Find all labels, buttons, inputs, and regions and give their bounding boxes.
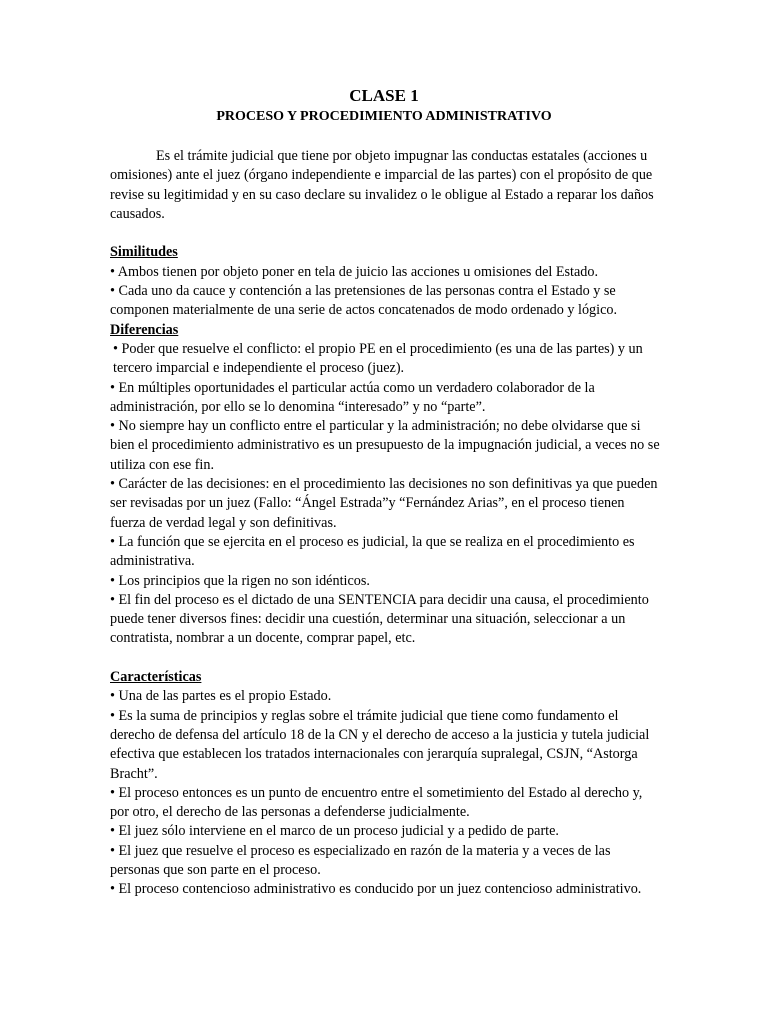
list-item: • Es la suma de principios y reglas sobre el trámite judicial que tiene como fundamento el derecho de defensa del artículo 18 de la CN y el derecho de acceso a la justicia y tutela judicial efectiva que establecen los tratados internacionales con jerarquía supralegal, CSJN, “Astorga Bracht”. <box>110 707 650 782</box>
list-item: • Una de las partes es el propio Estado. <box>110 688 332 705</box>
section-heading-diferencias: Diferencias <box>110 321 179 338</box>
section-heading-similitudes: Similitudes <box>110 244 178 261</box>
spacer <box>110 649 662 668</box>
list-item: • El proceso entonces es un punto de encuentro entre el sometimiento del Estado al derecho y, por otro, el derecho de las personas a defenderse judicialmente. <box>110 784 643 821</box>
list-item: • El fin del proceso es el dictado de una SENTENCIA para decidir una causa, el procedimiento puede tener diversos fines: decidir una cuestión, determinar una situación, seleccionar a un contratista, nombrar a un docente, comprar papel, etc. <box>110 591 649 647</box>
list-item: • El proceso contencioso administrativo es conducido por un juez contencioso administrativo. <box>110 881 642 898</box>
list-item: • Los principios que la rigen no son idénticos. <box>110 572 370 589</box>
document-body <box>110 147 662 900</box>
list-item: • Ambos tienen por objeto poner en tela de juicio las acciones u omisiones del Estado. <box>110 263 599 280</box>
list-item: • Cada uno da cauce y contención a las pretensiones de las personas contra el Estado y se componen materialmente de una serie de actos concatenados de modo ordenado y lógico. <box>110 283 618 319</box>
list-item: • Poder que resuelve el conflicto: el propio PE en el procedimiento (es una de las partes) y un tercero imparcial e independiente el proceso (juez). <box>113 340 643 377</box>
list-item: • El juez que resuelve el proceso es especializado en razón de la materia y a veces de las personas que son parte en el proceso. <box>110 842 611 878</box>
list-item: • No siempre hay un conflicto entre el particular y la administración; no debe olvidarse que si bien el procedimiento administrativo es un presupuesto de la impugnación judicial, a veces no se utiliza con ese fin. <box>110 418 660 473</box>
list-item: • La función que se ejercita en el proceso es judicial, la que se realiza en el procedimiento es administrativa. <box>110 533 635 570</box>
list-item: • Carácter de las decisiones: en el procedimiento las decisiones no son definitivas ya que pueden ser revisadas por un juez (Fallo: “Ángel Estrada”y “Fernández Arias”, en el proceso tienen fuerza de verdad legal y son definitivas. <box>110 476 658 531</box>
spacer <box>110 224 662 243</box>
intro-paragraph: Es el trámite judicial que tiene por objeto impugnar las conductas estatales (acciones u omisiones) ante el juez (órgano independiente e imparcial de las partes) con el propósito de que revise su legitimidad y en su caso declare su invalidez o le obligue al Estado a reparar los daños causados. <box>110 148 654 222</box>
section-heading-caracteristicas: Características <box>110 669 202 686</box>
list-item: • En múltiples oportunidades el particular actúa como un verdadero colaborador de la administración, por ello se lo denomina “interesado” y no “parte”. <box>110 379 595 415</box>
document-subtitle: PROCESO Y PROCEDIMIENTO ADMINISTRATIVO <box>216 109 552 124</box>
document-title: CLASE 1 <box>349 86 419 105</box>
list-item: • El juez sólo interviene en el marco de un proceso judicial y a pedido de parte. <box>110 823 559 840</box>
